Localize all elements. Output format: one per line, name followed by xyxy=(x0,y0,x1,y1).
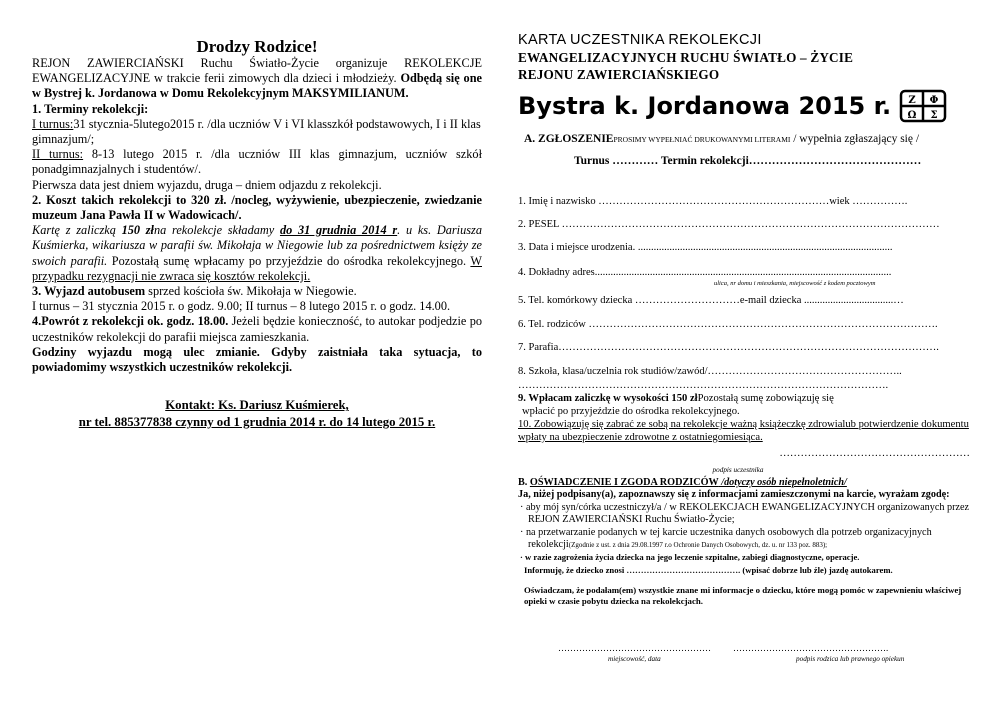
letter-title: Drodzy Rodzice! xyxy=(196,37,318,56)
contact-info: Kontakt: Ks. Dariusz Kuśmierek, nr tel. 885377838 czynny od 1 grudnia 2014 r. do 14 lutego 2015 r. xyxy=(78,398,436,430)
parish-field[interactable]: 7. Parafia………………………………………………………………………………………………. xyxy=(518,342,939,353)
card-subtitle-1: EWANGELIZACYJNYCH RUCHU ŚWIATŁO – ŻYCIE xyxy=(518,50,854,65)
heading-departure: 3. Wyjazd autobusem sprzed kościoła św. Mikołaja w Niegowie. xyxy=(32,284,357,299)
svg-text:Z: Z xyxy=(908,95,916,106)
participant-signature-label: podpis uczestnika xyxy=(712,466,764,474)
section-b xyxy=(518,477,970,607)
birth-field[interactable]: 3. Data i miejsce urodzenia. ................................................................................................. xyxy=(518,242,893,253)
place-date-label: miejscowość, data xyxy=(608,655,661,663)
intro-paragraph: REJON ZAWIERCIAŃSKI Ruchu Światło-Życie organizuje REKOLEKCJE EWANGELIZACYJNE w trakcie ferii zimowych dla dzieci i młodzieży. Odbędą się one w Bystrej k. Jordanowa w Domu Rekolekcyjnym MAKSYMILIANUM. xyxy=(32,56,482,101)
turnus-field[interactable]: Turnus ………… Termin rekolekcji……………………………………… xyxy=(574,155,922,167)
departure-times: I turnus – 31 stycznia 2015 r. o godz. 9.00; II turnus – 8 lutego 2015 r. o godz. 14.00. xyxy=(32,299,451,314)
payment-paragraph: Kartę z zaliczką 150 złna rekolekcje składamy do 31 grudnia 2014 r. u ks. Dariusza Kuśmierka, wikariusza w parafii św. Mikołaja w Niegowie lub za pośrednictwem księży ze swoich parafii. Pozostałą sumę wpłacamy po przyjeździe do ośrodka rekolekcyjnego. W przypadku rezygnacji nie zwraca się kosztów rekolekcji. xyxy=(32,223,482,283)
child-phone-email-field[interactable]: 5. Tel. komórkowy dziecka …………………………e-mail dziecka ..................................… xyxy=(518,295,904,306)
name-age-field[interactable]: 1. Imię i nazwisko …………………………………………………………wiek ……………. xyxy=(518,196,908,207)
change-notice: Godziny wyjazdu mogą ulec zmianie. Gdyby zaistniała taka sytuacja, to powiadomimy wszystkich uczestników rekolekcji. xyxy=(32,344,482,375)
parent-signature-label: podpis rodzica lub prawnego opiekun xyxy=(796,655,905,663)
card-subtitle-2: REJONU ZAWIERCIAŃSKIEGO xyxy=(518,67,720,82)
svg-text:Φ: Φ xyxy=(929,95,939,106)
letter-to-parents xyxy=(32,38,482,431)
consent-participation: · aby mój syn/córka uczestniczył/a / w REKOLEKCJACH EWANGELIZACYJNYCH organizowanych przez REJON ZAWIERCIAŃSKI Ruchu Światło-Życie; xyxy=(520,501,970,526)
declaration: Oświadczam, że podałam(em) wszystkie znane mi informacje o dziecku, które mogą pomóc w zapewnieniu właściwej opieki w czasie pobytu dziecka na rekolekcjach. xyxy=(524,585,962,607)
bus-tolerance-field[interactable]: Informuję, że dziecko znosi …………………………………. (wpisać dobrze lub źle) jazdę autokarem. xyxy=(524,564,893,575)
section-b-title: B. OŚWIADCZENIE I ZGODA RODZICÓW /dotyczy osób niepełnoletnich/ xyxy=(518,477,847,488)
place-heading: Bystra k. Jordanowa 2015 r. Z Φ Ω Σ xyxy=(518,89,970,123)
movement-logo-icon xyxy=(899,89,947,123)
participant-card xyxy=(518,32,970,663)
turnus-2: II turnus: 8-13 lutego 2015 r. /dla uczniów III klas gimnazjum, uczniów szkół ponadgimnazjalnych i studentów/. xyxy=(32,147,482,177)
consent-medical: · w razie zagrożenia życia dziecka na jego leczenie szpitalne, zabiegi diagnostyczne, operacje. xyxy=(520,552,860,563)
parent-signature-lines[interactable]: …………………………………………… ……………………………………………. xyxy=(558,643,889,653)
insurance-statement: 10. Zobowiązuję się zabrać ze sobą na rekolekcje ważną książeczkę zdrowialub potwierdzenie dokumentu wpłaty na ubezpieczenie zdrowotne z ostatniegomiesiąca. xyxy=(518,419,969,443)
consent-intro: Ja, niżej podpisany(a), zapoznawszy się z informacjami zamieszczonymi na karcie, wyrażam zgodę: xyxy=(518,489,950,501)
school-field[interactable]: 8. Szkoła, klasa/uczelnia rok studiów/zawód/……………………………………………….. xyxy=(518,366,902,377)
heading-return: 4.Powrót z rekolekcji ok. godz. 18.00. Jeżeli będzie konieczność, to autokar podjedzie po uczestników rekolekcji do parafii miejsca zamieszkania. xyxy=(32,314,482,344)
payment-statement: 9. Wpłacam zaliczkę w wysokości 150 złPozostałą sumę zobowiązuję się wpłacić po przyjeździe do ośrodka rekolekcyjnego. xyxy=(518,393,834,417)
heading-terms: 1. Terminy rekolekcji: xyxy=(32,101,149,116)
heading-cost: 2. Koszt takich rekolekcji to 320 zł. /nocleg, wyżywienie, ubezpieczenie, zwiedzanie muzeum Jana Pawła II w Wadowicach/. xyxy=(32,192,482,223)
pesel-field[interactable]: 2. PESEL ……………………………………………………………………………………………… xyxy=(518,219,940,230)
parents-phone-field[interactable]: 6. Tel. rodziców ………………………………………………………………………………………. xyxy=(518,319,938,330)
dates-note: Pierwsza data jest dniem wyjazdu, druga – dniem odjazdu z rekolekcji. xyxy=(32,177,382,192)
address-hint: ulica, nr domu i mieszkania, miejscowość z kodem pocztowym xyxy=(714,280,876,287)
consent-data: · na przetwarzanie podanych w tej karcie uczestnika danych osobowych dla potrzeb organizacyjnych rekolekcji(Zgodnie z ust. z dnia 29.08.1997 r.o Ochronie Danych Osobowych, dz. u. nr 133 poz. 883); xyxy=(520,526,932,551)
card-title: KARTA UCZESTNIKA REKOLEKCJI xyxy=(518,32,762,48)
svg-text:Σ: Σ xyxy=(930,110,938,121)
address-field[interactable]: 4. Dokładny adres................................................................................................................. xyxy=(518,267,892,278)
section-a-heading: A. ZGŁOSZENIEPROSIMY WYPEŁNIAĆ DRUKOWANYMI LITERAMI / wypełnia zgłaszający się / xyxy=(524,133,920,145)
participant-signature-line[interactable]: ……………………………………………… xyxy=(779,448,970,459)
school-field-cont[interactable]: ……………………………………………………………………………………………. xyxy=(518,380,889,391)
turnus-1: I turnus:31 stycznia-5lutego2015 r. /dla uczniów V i VI klasszkół podstawowych, I i II klas gimnazjum/; xyxy=(32,116,481,147)
svg-text:Ω: Ω xyxy=(907,110,917,121)
